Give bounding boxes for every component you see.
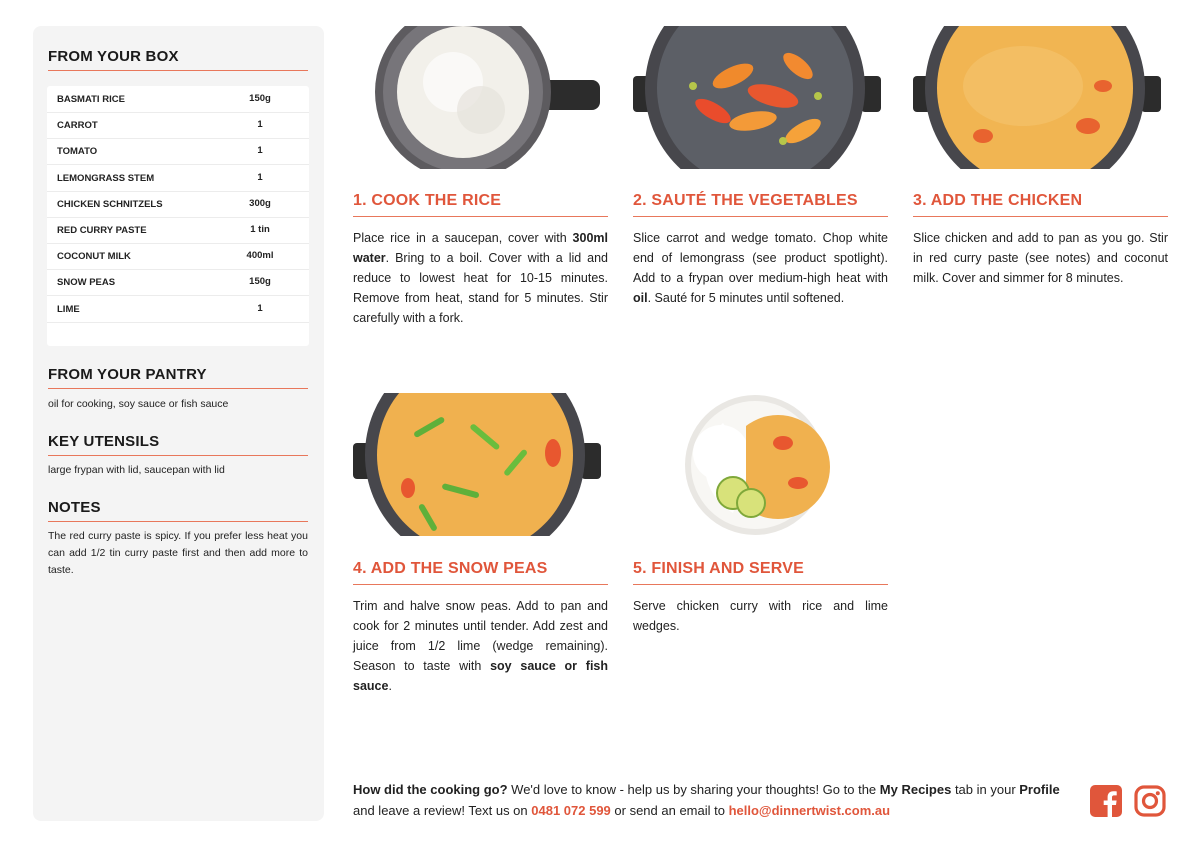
step-body-text: Slice chicken and add to pan as you go. Stir in red curry paste (see notes) and coconut milk. Cover and simmer for 8 minutes. — [913, 231, 1168, 285]
notes-text: The red curry paste is spicy. If you prefer less heat you can add 1/2 tin curry paste first and then add more to taste. — [48, 530, 308, 576]
step-5-title: 5. FINISH AND SERVE — [633, 560, 888, 585]
from-your-box-title: FROM YOUR BOX — [48, 48, 308, 71]
footer-text-2: tab in your — [951, 782, 1020, 797]
step-3-body — [913, 228, 1168, 288]
ingredient-row — [47, 296, 309, 323]
step-2-image — [633, 26, 888, 169]
step-1-title: 1. COOK THE RICE — [353, 192, 608, 217]
ingredient-row — [47, 138, 309, 165]
step-body-bold: soy sauce or fish sauce — [353, 659, 609, 693]
ingredient-row — [47, 243, 309, 270]
step-4-body — [353, 596, 608, 696]
ingredient-qty: 150g — [249, 276, 271, 288]
step-4-title: 4. ADD THE SNOW PEAS — [353, 560, 608, 585]
step-1-body — [353, 228, 608, 328]
ingredient-qty: 400ml — [246, 250, 274, 262]
notes-title: NOTES — [48, 499, 308, 522]
step-body-text: Trim and halve snow peas. Add to pan and cook for 2 minutes until tender. Add zest and juice from 1/2 lime (wedge remaining). Season to taste with — [353, 599, 608, 673]
utensils-text: large frypan with lid, saucepan with lid — [48, 464, 225, 476]
ingredient-qty: 300g — [249, 197, 271, 209]
my-recipes-link[interactable]: My Recipes — [879, 782, 952, 797]
email-link[interactable]: hello@dinnertwist.com.au — [728, 803, 891, 818]
step-body-bold: 300ml water — [353, 231, 608, 265]
ingredient-row — [47, 86, 309, 113]
ingredient-qty: 1 — [257, 145, 263, 157]
ingredient-qty: 1 — [257, 119, 263, 131]
ingredient-name: LIME — [57, 303, 80, 315]
footer-text-1: We'd love to know - help us by sharing your thoughts! Go to the — [507, 782, 880, 797]
feedback-footer — [353, 779, 1073, 821]
pantry-text: oil for cooking, soy sauce or fish sauce — [48, 398, 229, 410]
footer-text-3: and leave a review! Text us on — [353, 803, 532, 818]
key-utensils-title: KEY UTENSILS — [48, 433, 308, 456]
phone-link[interactable]: 0481 072 599 — [531, 803, 611, 818]
step-2-title: 2. SAUTÉ THE VEGETABLES — [633, 192, 888, 217]
ingredients-sidebar — [33, 26, 324, 821]
step-body-text: . Bring to a boil. Cover with a lid and reduce to lowest heat for 10-15 minutes. Remove from heat, stand for 5 minutes. Stir carefully with a fork. — [353, 251, 608, 325]
ingredient-row — [47, 191, 309, 218]
ingredient-name: LEMONGRASS STEM — [57, 172, 155, 184]
ingredient-qty: 1 tin — [250, 224, 270, 235]
footer-question: How did the cooking go? — [353, 782, 508, 797]
ingredient-row — [47, 112, 309, 139]
ingredient-name: BASMATI RICE — [57, 94, 125, 105]
step-body-text: Slice carrot and wedge tomato. Chop white end of lemongrass (see product spotlight). Add to a frypan over medium-high heat with — [633, 231, 888, 285]
instagram-icon[interactable] — [1134, 785, 1166, 817]
ingredient-name: RED CURRY PASTE — [57, 225, 147, 236]
ingredient-name: SNOW PEAS — [57, 277, 116, 289]
step-1-image — [353, 26, 608, 169]
ingredient-name: COCONUT MILK — [57, 251, 131, 263]
ingredient-name: CARROT — [57, 120, 98, 132]
ingredient-name: CHICKEN SCHNITZELS — [57, 198, 163, 210]
step-3-image — [913, 26, 1168, 169]
step-body-text: . — [388, 679, 392, 693]
ingredient-qty: 150g — [249, 93, 271, 104]
step-3-title: 3. ADD THE CHICKEN — [913, 192, 1168, 217]
ingredient-name: TOMATO — [57, 146, 98, 158]
step-5-body — [633, 596, 888, 636]
from-your-pantry-title: FROM YOUR PANTRY — [48, 366, 308, 389]
step-body-bold: oil — [633, 291, 648, 305]
ingredient-qty: 1 — [257, 171, 263, 183]
step-4-image — [353, 393, 608, 536]
facebook-icon[interactable] — [1090, 785, 1122, 817]
step-2-body — [633, 228, 888, 308]
step-body-text: . Sauté for 5 minutes until softened. — [647, 291, 845, 305]
step-5-image — [633, 393, 888, 536]
footer-text-4: or send an email to — [610, 803, 729, 818]
ingredient-row — [47, 165, 309, 192]
ingredient-row — [47, 269, 309, 296]
ingredient-qty: 1 — [257, 302, 263, 314]
step-body-text: Serve chicken curry with rice and lime wedges. — [633, 599, 888, 633]
ingredient-row — [47, 217, 309, 244]
step-body-text: Place rice in a saucepan, cover with — [353, 231, 573, 245]
profile-link[interactable]: Profile — [1019, 782, 1060, 797]
ingredients-table — [47, 86, 309, 346]
